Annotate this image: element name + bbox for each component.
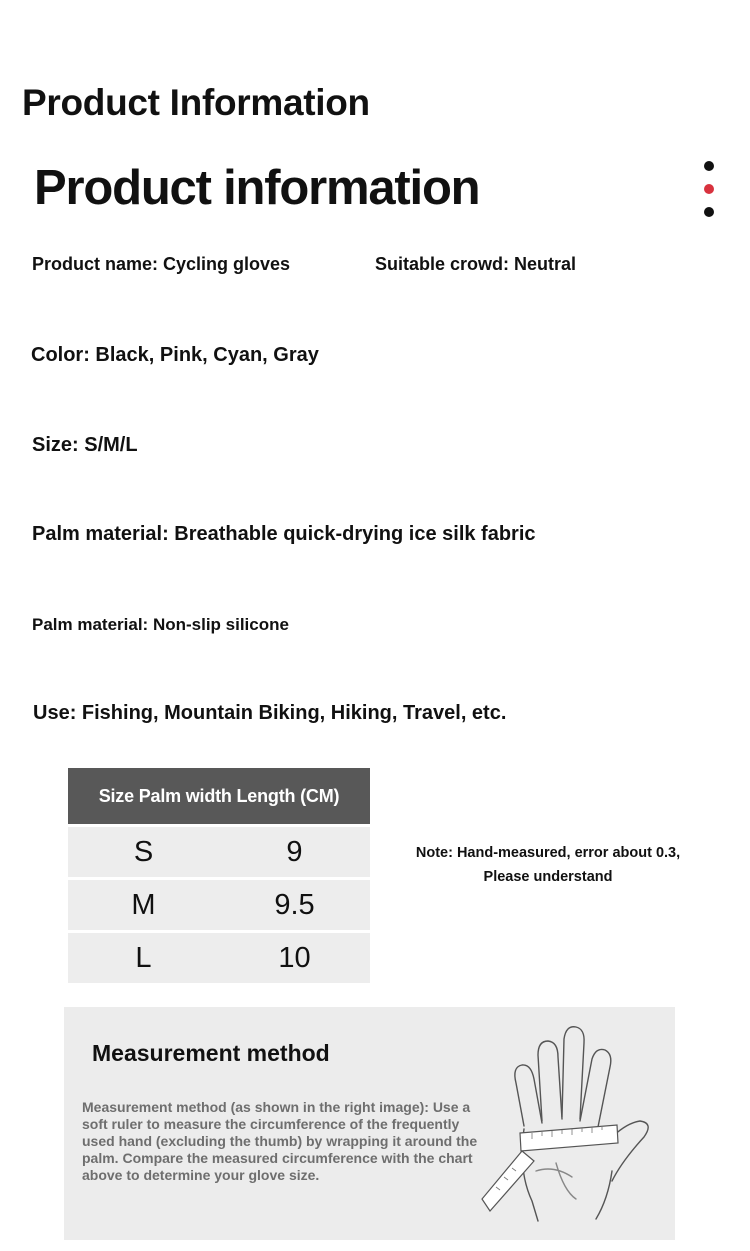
palm-width-cell: 9 (219, 826, 370, 879)
section-title: Product information (34, 161, 480, 215)
palm-width-cell: 9.5 (219, 879, 370, 932)
page-title: Product Information (22, 82, 370, 123)
dot-icon (704, 184, 714, 194)
measuring-tape (482, 1125, 618, 1211)
size-chart-table (68, 768, 370, 983)
size-cell: M (68, 879, 219, 932)
finger-shape (562, 1027, 584, 1119)
finger-shape (580, 1049, 611, 1127)
note-line: Please understand (483, 869, 613, 885)
info-product-name: Product name: Cycling gloves (32, 254, 291, 274)
measurement-note (388, 841, 708, 889)
note-line: Note: Hand-measured, error about 0.3, (415, 845, 681, 861)
size-cell: L (68, 932, 219, 984)
table-row (68, 879, 370, 932)
measurement-title: Measurement method (92, 1040, 330, 1066)
measurement-description: Measurement method (as shown in the right image): Use a soft ruler to measure the circumference of the frequently used hand (excluding the thumb) by wrapping it around the palm. Compare the measured circumference with the chart above to determine your glove size. (82, 1099, 478, 1183)
table-row (68, 826, 370, 879)
finger-shape (538, 1041, 562, 1121)
table-row (68, 932, 370, 984)
info-palm-material-secondary: Palm material: Non-slip silicone (32, 615, 289, 634)
info-color: Color: Black, Pink, Cyan, Gray (31, 344, 319, 366)
dot-icon (704, 207, 714, 217)
size-cell: S (68, 826, 219, 879)
size-chart-header: Size Palm width Length (CM) (68, 768, 370, 826)
info-suitable-crowd: Suitable crowd: Neutral (375, 254, 577, 274)
info-size: Size: S/M/L (32, 434, 138, 456)
measurement-panel (64, 1007, 675, 1240)
info-palm-material: Palm material: Breathable quick-drying ice silk fabric (32, 523, 536, 545)
hand-measuring-illustration (472, 1021, 662, 1231)
finger-shape (515, 1065, 542, 1126)
dot-icon (704, 161, 714, 171)
palm-width-cell: 10 (219, 932, 370, 984)
decorative-dots (704, 161, 714, 230)
info-use: Use: Fishing, Mountain Biking, Hiking, Travel, etc. (33, 702, 507, 724)
